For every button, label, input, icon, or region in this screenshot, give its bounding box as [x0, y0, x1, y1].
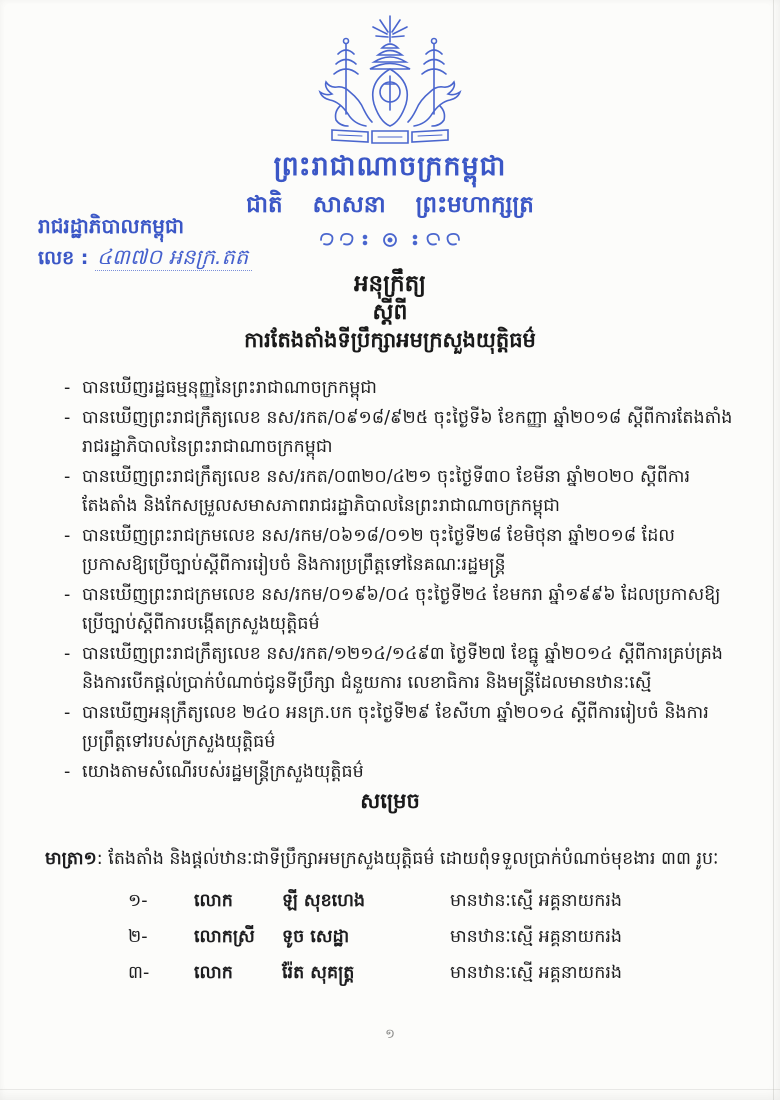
appointee-title: លោក — [194, 891, 233, 911]
article-1-separator: : — [96, 849, 109, 869]
decree-heading — [0, 270, 780, 355]
bullet-dash: - — [64, 584, 71, 605]
preamble-item — [62, 463, 734, 522]
appointee-row — [128, 890, 720, 913]
appointee-rank: មានឋានៈស្មើ អគ្គនាយករង — [450, 927, 622, 947]
preamble-list — [62, 374, 734, 787]
document-number-label: លេខ : — [38, 247, 89, 269]
preamble-text: បានឃើញរដ្ឋធម្មនុញ្ញនៃព្រះរាជាណាចក្រកម្ពុជា — [82, 378, 377, 398]
scan-edge-bottom — [0, 1089, 780, 1090]
preamble-text: បានឃើញព្រះរាជក្រមលេខ នស/រកម/០១៩៦/០៤ ចុះថ្ងៃទី២៤ ខែមករា ឆ្នាំ១៩៩៦ ដែលប្រកាសឱ្យប្រើច្បាប់ស្តីពីការបង្កើតក្រសួងយុត្តិធម៌ — [82, 584, 721, 634]
preamble-text: បានឃើញព្រះរាជក្រឹត្យលេខ នស/រកត/០៣២០/៤២១ ចុះថ្ងៃទី៣០ ខែមីនា ឆ្នាំ២០២០ ស្តីពីការតែងតាំង និងកែសម្រួលសមាសភាពរាជរដ្ឋាភិបាលនៃព្រះរាជាណាចក្រកម្ពុជា — [82, 466, 691, 516]
appointee-row — [128, 926, 720, 949]
preamble-item — [62, 404, 734, 463]
government-header-block — [38, 213, 368, 275]
royal-arms-emblem-icon — [310, 14, 470, 150]
preamble-item — [62, 522, 734, 581]
government-name: រាជរដ្ឋាភិបាលកម្ពុជា — [38, 214, 184, 238]
document-number-handwritten: ៤៣៧០ អនក្រ.តត — [95, 245, 252, 271]
article-1 — [45, 845, 738, 873]
decree-type-title: អនុក្រឹត្យ — [353, 271, 427, 297]
bullet-dash: - — [64, 702, 71, 723]
bullet-dash: - — [64, 643, 71, 664]
preamble-item — [62, 758, 734, 788]
article-1-text: តែងតាំង និងផ្តល់ឋានៈជាទីប្រឹក្សាអមក្រសួងយុត្តិធម៌ ដោយពុំទទួលប្រាក់បំណាច់មុខងារ ៣៣ រូបៈ — [108, 849, 719, 869]
preamble-text: បានឃើញព្រះរាជក្រឹត្យលេខ នស/រកត/១២១៤/១៤៩៣ ថ្ងៃទី២៧ ខែធ្នូ ឆ្នាំ២០១៤ ស្តីពីការគ្រប់គ្រងនិងការបើកផ្តល់ប្រាក់បំណាច់ជូនទីប្រឹក្សា ជំនួយការ លេខាធិការ និងមន្ត្រីដែលមានឋានៈស្មើ — [82, 643, 723, 693]
bullet-dash: - — [64, 407, 71, 428]
appointee-rank: មានឋានៈស្មើ អគ្គនាយករង — [450, 891, 622, 911]
bullet-dash: - — [64, 378, 71, 398]
appointee-name: រ៉ែត សុគត្រ្គ — [282, 963, 355, 983]
preamble-text: បានឃើញព្រះរាជក្រឹត្យលេខ នស/រកត/០៩១៨/៩២៥ ចុះថ្ងៃទី៦ ខែកញ្ញា ឆ្នាំ២០១៨ ស្តីពីការតែងតាំងរាជរដ្ឋាភិបាលនៃព្រះរាជាណាចក្រកម្ពុជា — [82, 407, 733, 457]
appointee-name: ឡី សុខហេង — [282, 891, 365, 911]
decision-heading: សម្រេច — [360, 789, 420, 813]
preamble-text: បានឃើញអនុក្រឹត្យលេខ ២៤០ អនក្រ.បក ចុះថ្ងៃទី២៩ ខែសីហា ឆ្នាំ២០១៤ ស្តីពីការរៀបចំ និងការប្រព្រឹត្តទៅរបស់ក្រសួងយុត្តិធម៌ — [82, 702, 709, 752]
kingdom-title: ព្រះរាជាណាចក្រកម្ពុជា — [273, 151, 507, 182]
preamble-text: បានឃើញព្រះរាជក្រមលេខ នស/រកម/០៦១៨/០១២ ចុះថ្ងៃទី២៨ ខែមិថុនា ឆ្នាំ២០១៨ ដែលប្រកាសឱ្យប្រើច្បាប់ស្តីពីការរៀបចំ និងការប្រព្រឹត្តទៅនៃគណៈរដ្ឋមន្ត្រី — [82, 525, 675, 575]
preamble-item — [62, 699, 734, 758]
appointee-number: ១- — [128, 891, 148, 911]
appointee-number: ២- — [128, 927, 148, 947]
appointee-title: លោក — [194, 963, 233, 983]
preamble-item — [62, 581, 734, 640]
appointee-title: លោកស្រី — [194, 927, 255, 947]
bullet-dash: - — [64, 466, 71, 487]
appointee-number: ៣- — [128, 963, 150, 983]
preamble-text: យោងតាមសំណើរបស់រដ្ឋមន្ត្រីក្រសួងយុត្តិធម៌ — [82, 761, 364, 782]
appointee-row — [128, 962, 720, 985]
bullet-dash: - — [64, 525, 71, 546]
preamble-item — [62, 374, 734, 404]
preamble-item — [62, 640, 734, 699]
appointee-name: ទូច សេដ្ឋា — [282, 927, 350, 947]
appointee-table — [128, 890, 720, 998]
page-number: ១ — [385, 1027, 395, 1042]
appointee-rank: មានឋានៈស្មើ អគ្គនាយករង — [450, 963, 622, 983]
bullet-dash: - — [64, 761, 71, 782]
decree-regarding-label: ស្តីពី — [372, 300, 408, 325]
article-1-label: មាត្រា១ — [45, 849, 97, 869]
national-motto: ជាតិ សាសនា ព្រះមហាក្សត្រ — [246, 192, 534, 218]
decree-subject-title: ការតែងតាំងទីប្រឹក្សាអមក្រសួងយុត្តិធម៌ — [244, 328, 536, 352]
